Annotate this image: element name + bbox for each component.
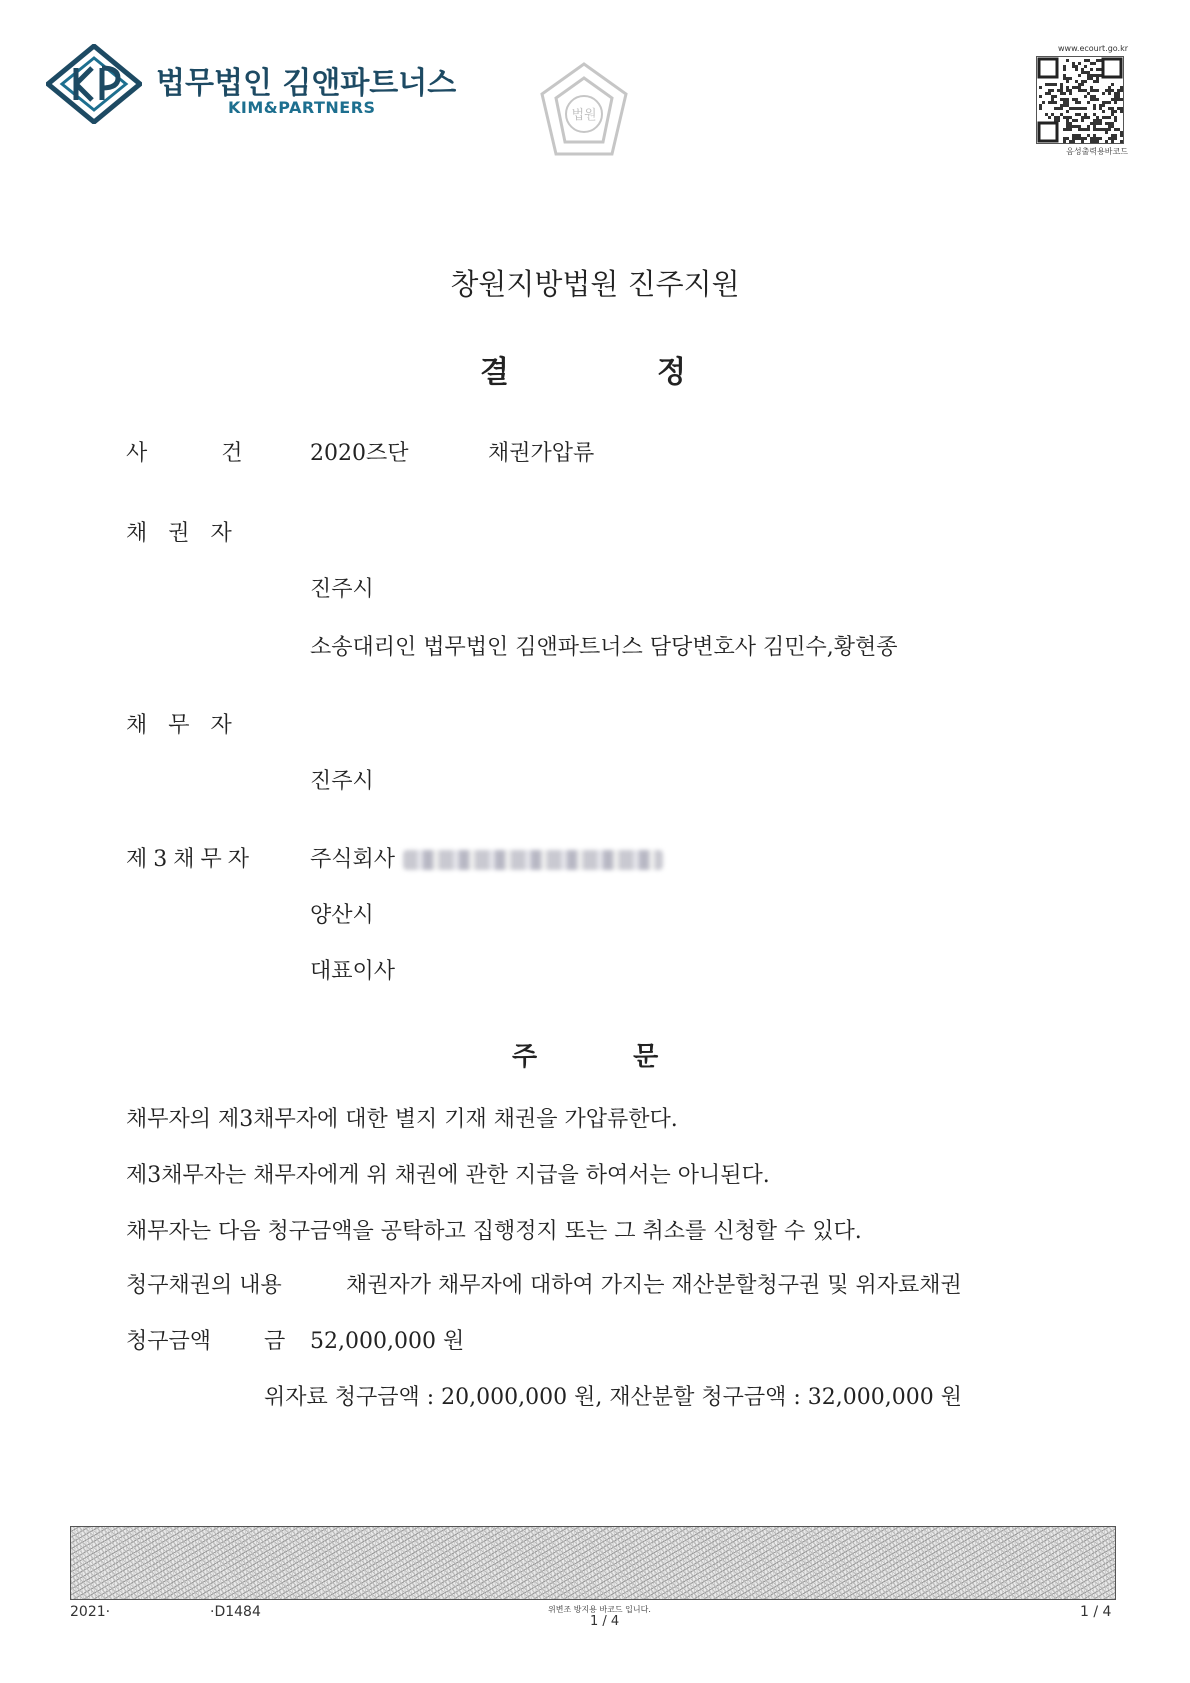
seal-text: 법원: [571, 108, 597, 123]
footer-left-code: 2021·: [70, 1604, 111, 1620]
redacted-company-name: [403, 850, 663, 870]
case-type: 채권가압류: [488, 441, 595, 466]
debtor-label: 채무자: [126, 713, 253, 738]
third-debtor-label: 제3채무자: [126, 847, 256, 872]
third-debtor-address: 양산시: [310, 903, 374, 928]
creditor-address: 진주시: [310, 577, 374, 602]
anti-forgery-barcode: [70, 1526, 1116, 1600]
qr-caption: 음성출력용바코드: [1066, 147, 1128, 156]
third-debtor-name: 주식회사: [310, 847, 396, 872]
debtor-address: 진주시: [310, 769, 374, 794]
creditor-agent: 소송대리인 법무법인 김앤파트너스 담당변호사 김민수,황현종: [310, 635, 898, 660]
firm-name-en: KIM&PARTNERS: [228, 98, 376, 117]
firm-logo-icon: [46, 44, 142, 124]
order-line-2: 제3채무자는 채무자에게 위 채권에 관한 지급을 하여서는 아니된다.: [126, 1163, 770, 1188]
footer-note: 위변조 방지용 바코드 입니다.: [548, 1605, 651, 1614]
firm-name-ko: 법무법인 김앤파트너스: [156, 66, 457, 101]
case-label: 사건: [126, 441, 317, 466]
claim-amount-label: 청구금액: [126, 1329, 212, 1354]
footer-center-page: 1 / 4: [590, 1614, 620, 1629]
footer-page-number: 1 / 4: [1080, 1604, 1112, 1620]
claim-amount: 52,000,000 원: [310, 1329, 465, 1354]
order-line-3: 채무자는 다음 청구금액을 공탁하고 집행정지 또는 그 취소를 신청할 수 있다.: [126, 1219, 862, 1244]
third-debtor-rep: 대표이사: [310, 959, 396, 984]
third-debtor-row: [310, 842, 663, 873]
order-line-1: 채무자의 제3채무자에 대한 별지 기재 채권을 가압류한다.: [126, 1107, 678, 1132]
qr-code-icon: [1036, 56, 1124, 144]
court-seal-icon: [528, 58, 640, 170]
case-number: 2020즈단: [310, 441, 409, 466]
qr-url: www.ecourt.go.kr: [1058, 44, 1128, 53]
claim-content-label: 청구채권의 내용: [126, 1273, 282, 1298]
order-title: 주문: [512, 1042, 755, 1072]
claim-content: 채권자가 채무자에 대하여 가지는 재산분할청구권 및 위자료채권: [346, 1273, 962, 1298]
claim-breakdown: 위자료 청구금액 : 20,000,000 원, 재산분할 청구금액 : 32,000,000 원: [264, 1385, 962, 1410]
creditor-label: 채권자: [126, 521, 253, 546]
doc-title: 결정: [480, 355, 834, 390]
footer-doc-code: ·D1484: [210, 1604, 261, 1620]
claim-amount-prefix: 금: [264, 1329, 286, 1354]
court-name: 창원지방법원 진주지원: [450, 267, 740, 301]
